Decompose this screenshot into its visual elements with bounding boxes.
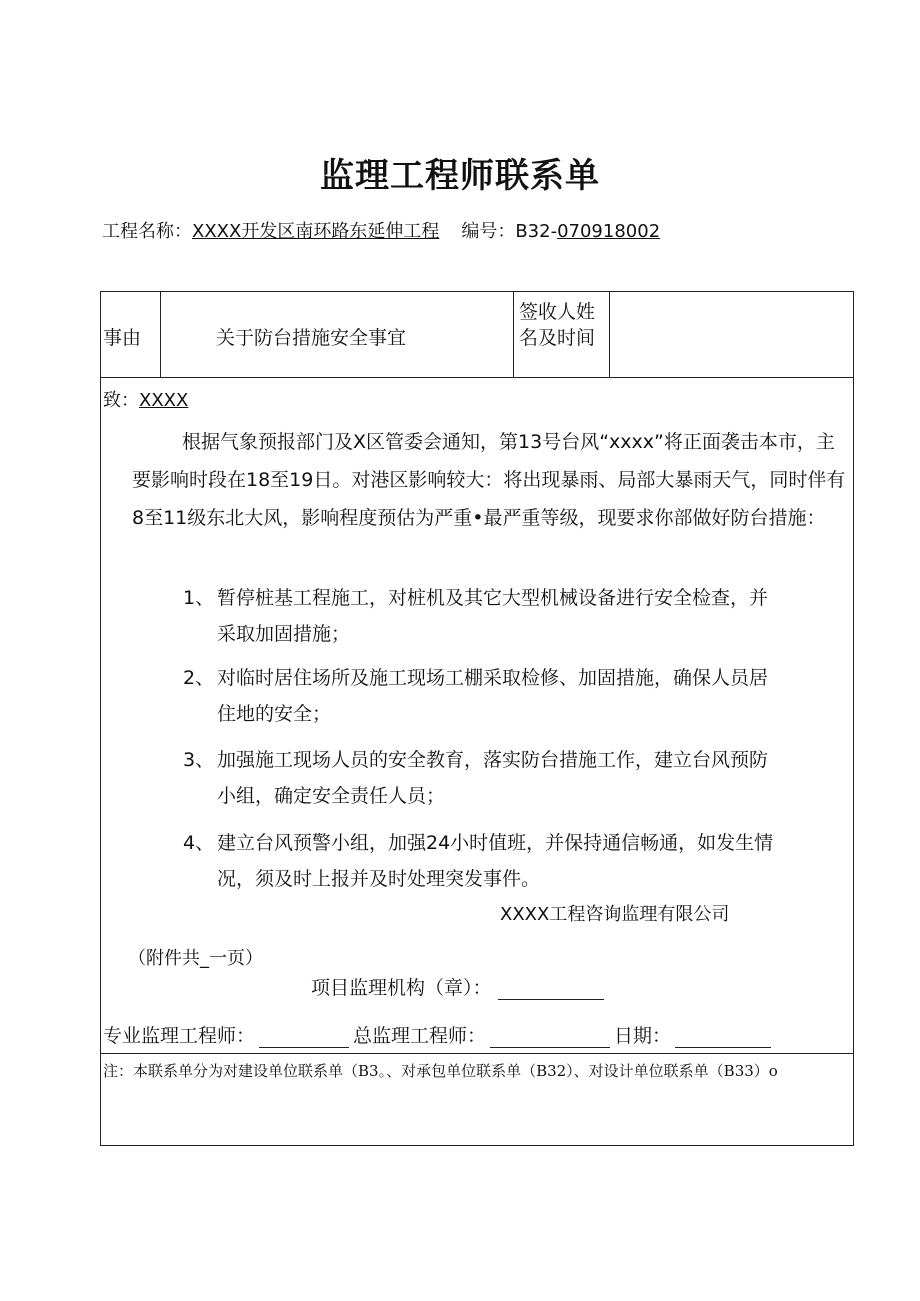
company-name: XXXX工程咨询监理有限公司 [500,904,730,925]
project-meta [102,217,660,243]
recipient-line [103,386,188,412]
item-continuation: 况，须及时上报并及时处理突发事件。 [217,868,541,890]
to-value: XXXX [139,390,189,411]
col-divider-2 [513,291,514,377]
signature-row [103,1021,775,1048]
divider-note [100,1053,854,1054]
engineer-signature-blank[interactable] [259,1029,349,1048]
intro-paragraph [132,423,852,537]
item-text: 暂停桩基工程施工，对桩机及其它大型机械设备进行安全检查，并 [217,587,769,609]
signer-label-line1: 签收人姓 [519,301,596,323]
stamp-line [311,973,604,1000]
date-blank[interactable] [675,1029,771,1048]
list-item [183,660,855,732]
reason-value: 关于防台措施安全事宜 [216,327,407,349]
page-title: 监理工程师联系单 [320,156,600,196]
list-item [183,580,855,652]
item-continuation: 采取加固措施； [217,623,351,645]
item-text: 加强施工现场人员的安全教育，落实防台措施工作，建立台风预防 [217,749,769,771]
item-text: 建立台风预警小组，加强24小时值班，并保持通信畅通，如发生情 [217,832,774,854]
stamp-blank[interactable] [498,981,604,1000]
project-name-value: XXXX开发区南环路东延伸工程 [192,221,440,242]
chief-label: 总监理工程师： [353,1025,487,1047]
list-item [183,742,855,814]
number-prefix: B32- [515,221,558,242]
col-divider-3 [609,291,610,377]
to-label: 致： [103,390,139,411]
intro-text: 根据气象预报部门及X区管委会通知，第13号台风“xxxx”将正面袭击本市，主要影响时段在18至19日。对港区影响较大：将出现暴雨、局部大暴雨天气，同时伴有8至11级东北大风，影响程度预估为严重•最严重等级，现要求你部做好防台措施： [132,431,846,529]
signer-label-line2: 名及时间 [519,327,596,349]
attachment-count: （附件共_一页） [128,948,263,969]
item-continuation: 小组，确定安全责任人员； [217,785,446,807]
item-continuation: 住地的安全； [217,703,332,725]
item-number: 1、 [183,587,215,609]
divider-header [100,377,854,378]
footnote: 注：本联系单分为对建设单位联系单（B3。、对承包单位联系单（B32）、对设计单位联系单（B33）o [103,1062,778,1080]
item-number: 2、 [183,667,215,689]
item-text: 对临时居住场所及施工现场工棚采取检修、加固措施，确保人员居 [217,667,769,689]
stamp-label: 项目监理机构（章）： [311,977,492,999]
chief-signature-blank[interactable] [490,1029,610,1048]
col-divider-1 [160,291,161,377]
number-value: 070918002 [557,221,661,242]
list-item [183,825,855,897]
date-label: 日期： [614,1025,672,1047]
project-name-label: 工程名称： [102,221,192,242]
engineer-label: 专业监理工程师： [103,1025,256,1047]
reason-label: 事由 [103,327,142,349]
item-number: 3、 [183,749,215,771]
item-number: 4、 [183,832,215,854]
number-label: 编号： [461,221,516,242]
